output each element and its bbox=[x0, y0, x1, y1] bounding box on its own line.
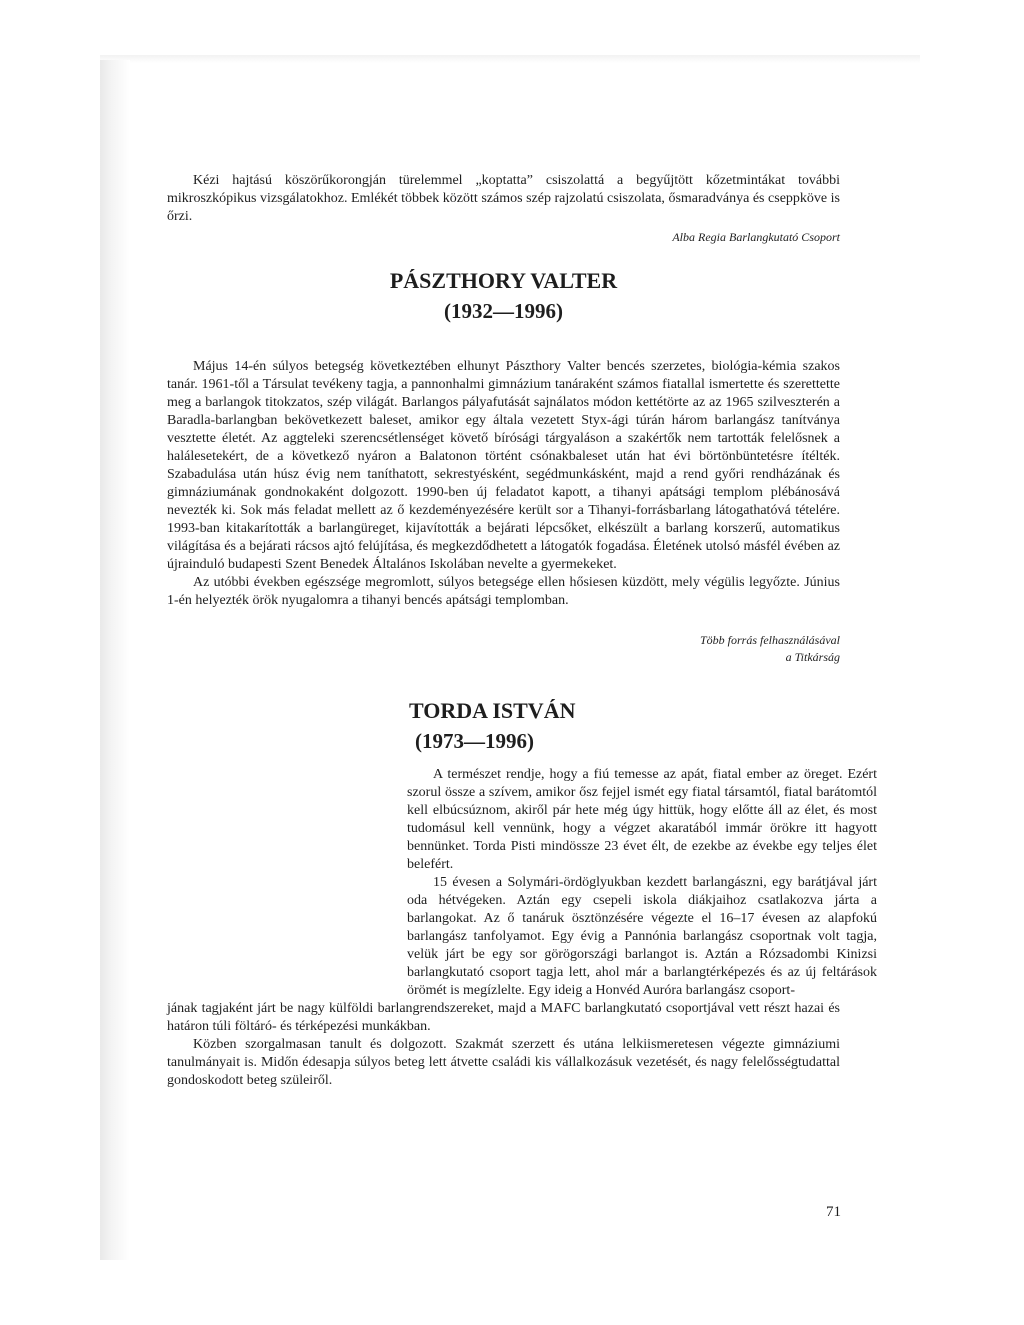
scan-shadow-top bbox=[100, 55, 920, 63]
source-line-2: a Titkárság bbox=[785, 650, 840, 664]
page-number: 71 bbox=[826, 1204, 841, 1220]
scan-shadow-left bbox=[100, 60, 130, 1260]
intro-paragraph: Kézi hajtású köszörűkorongján türelemmel „koptatta” csiszolattá a begyűjtött kőzetmintákat további mikroszkópikus vizsgálatokhoz. Emlékét többek között számos szép rajzolatú csiszolata, ősmaradványa és cseppköve is őrzi. bbox=[167, 173, 840, 224]
heading-years: (1932—1996) bbox=[444, 299, 563, 323]
torda-paragraph-4: Közben szorgalmasan tanult és dolgozott. Szakmát szerzett és utána lelkiismeretesen végezte gimnáziumi tanulmányait is. Midőn édesapja súlyos beteg lett átvette családi kis vállalkozásuk vezetését, és nagy felelősségtudattal gondoskodott beteg szüleiről. bbox=[167, 1037, 840, 1088]
intro-source: Alba Regia Barlangkutató Csoport bbox=[672, 230, 840, 244]
heading-name: TORDA ISTVÁN bbox=[409, 698, 576, 723]
obituary-heading-torda bbox=[167, 696, 840, 756]
page-content bbox=[167, 172, 877, 1090]
source-line-1: Több forrás felhasználásával bbox=[699, 633, 840, 647]
torda-narrow-column bbox=[407, 766, 877, 1000]
paszthory-paragraph-2: Az utóbbi években egészsége megromlott, súlyos betegsége ellen hősiesen küzdött, mely végülis legyőzte. Június 1-én helyezték örök nyugalomra a tihanyi bencés apátsági templomban. bbox=[167, 575, 840, 608]
torda-paragraph-1: A természet rendje, hogy a fiú temesse az apát, fiatal ember az öreget. Ezért szorul össze a szívem, amikor ősz fejjel ismét egy fiatal társamtól, fiatal barátomtól kell elbúcsúznom, akiről pár hete még úgy hittük, hogy előtte áll az élet, és most tudomásul kell vennünk, hogy a végzet akaratából immár örökre itt hagyott bennünket. Torda Pisti mindössze 23 évet élt, de ezekbe az évekbe egy teljes élet belefért. bbox=[407, 767, 877, 872]
torda-paragraph-3: jának tagjaként járt be nagy külföldi barlangrendszereket, majd a MAFC barlangkutató csoportjával vett részt hazai és határon túli föltáró- és térképezési munkákban. bbox=[167, 1001, 840, 1034]
paszthory-paragraph-1: Május 14-én súlyos betegség következtében elhunyt Pászthory Valter bencés szerzetes, biológia-kémia szakos tanár. 1961-től a Társulat tevékeny tagja, a pannonhalmi gimnázium tanáraként számos fiatallal ismertette és szerettette meg a barlangok titokzatos, szép világát. Barlangos pályafutását sajnálatos módon kettétörte az az 1965 szilveszterén a Baradla-barlangban bekövetkezett baleset, amikor egy általa vezetett Styx-ági túrán három barlangász tanítványa vesztette életét. Az aggteleki szerencsétlenséget követő bírósági tárgyaláson a szakértők nem tartották felelősnek a halálesetekért, de a következő nyáron a Balatonon történt csónakbaleset után hat évi börtönbüntetésre ítélték. Szabadulása után húsz évig nem taníthatott, sekrestyésként, segédmunkásként, majd a rend győri rendházának és gimnáziumának gondnokaként dolgozott. 1990-ben új feladatot kapott, a tihanyi apátsági templom plébánosává nevezték ki. Sok más feladat mellett az ő kezdeményezésére került sor a Tihanyi-forrásbarlang látogathatóvá tételére. 1993-ban kitakarították a barlangüreget, kijavították a bejárati lépcsőket, elkészült a barlang korszerű, automatikus világítása és a bejárati rácsos ajtó felújítása, és megkezdődhetett a látogatók fogadása. Életének utolsó másfél évében az újrainduló budapesti Szent Benedek Általános Iskolában nevelte a gyermekeket. bbox=[167, 359, 840, 572]
heading-name: PÁSZTHORY VALTER bbox=[389, 268, 618, 293]
torda-paragraph-2: 15 évesen a Solymári-ördöglyukban kezdett barlangászni, egy barátjával járt oda hétvégeken. Aztán egy csepeli iskola diákjaihoz csatlakozva járta a barlangokat. Az ő tanáruk ösztönzésére végezte el 16–17 évesen az alapfokú barlangász tanfolyamot. Egy évig a Pannónia barlangász csoportnak volt tagja, velük járt be egy sor görögországi barlangot is. Aztán a Rózsadombi Kinizsi barlangkutató csoport tagja lett, ahol már a barlangtérképezés és az új feltárások örömét is megízlelte. Egy ideig a Honvéd Auróra barlangász csoport- bbox=[407, 875, 877, 998]
heading-years: (1973—1996) bbox=[415, 729, 534, 753]
obituary-heading-paszthory bbox=[167, 266, 840, 326]
paszthory-source bbox=[167, 632, 840, 666]
